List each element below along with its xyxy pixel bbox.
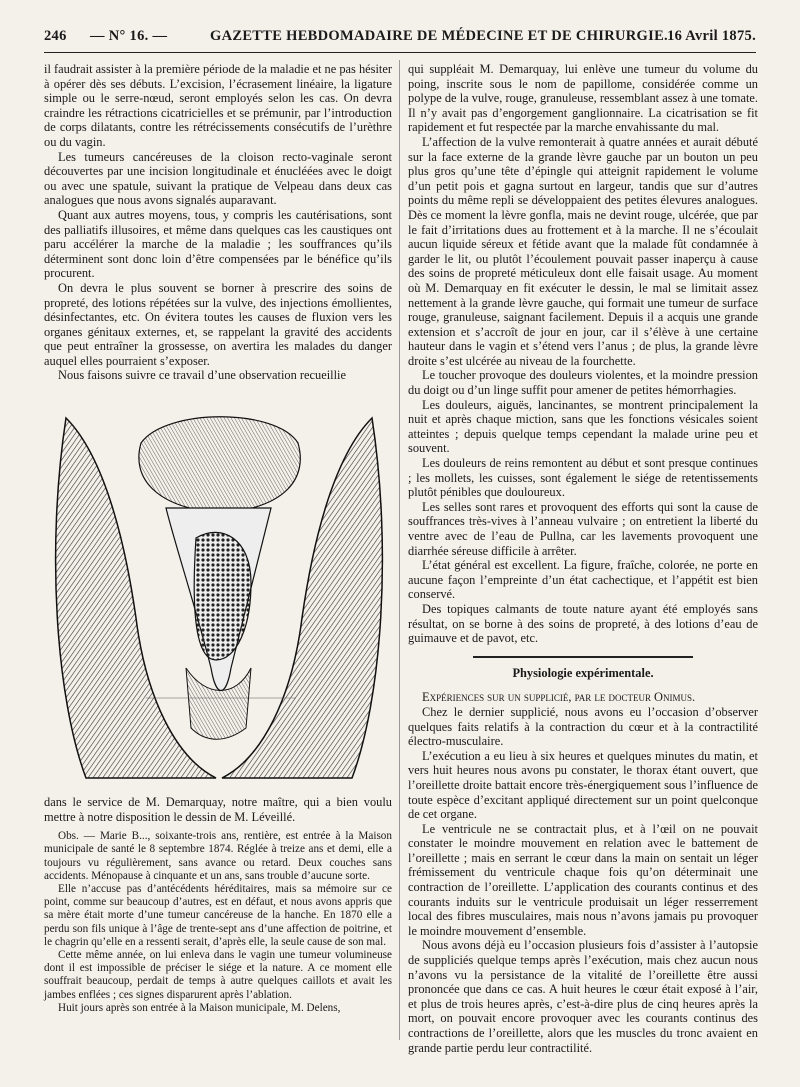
anatomical-engraving (46, 398, 392, 790)
left-column-lower (44, 795, 392, 1015)
observation-paragraph: Elle n’accuse pas d’antécédents héréditaires, mais sa mémoire sur ce point, comme sur beaucoup d’autres, est en défaut, et nous avons appris que sa mère était morte d’une tumeur cancéreuse de la hanche. En 1870 elle a perdu son fils unique à l’âge de trente-sept ans d’une affection de poitrine, et le chagrin qu’elle en a ressenti serait, d’après elle, la seule cause de son mal. (44, 883, 392, 948)
observation-block (44, 830, 392, 1015)
column-rule (399, 60, 400, 1040)
paragraph: qui suppléait M. Demarquay, lui enlève une tumeur du volume du poing, inscrite sous le nom de papillome, considérée comme un polype de la vulve, rouge, granuleuse, ressemblant assez à une tomate. Il n’y avait pas d’engorgement ganglionnaire. La cicatrisation se fit rapidement et fut respectée par la marche envahissante du mal. (408, 62, 758, 135)
paragraph: L’état général est excellent. La figure, fraîche, colorée, ne porte en aucune façon l’empreinte d’un état cachectique, et l’appétit est bien conservé. (408, 558, 758, 602)
article-title: Expériences sur un supplicié, par le docteur Onimus. (422, 690, 696, 705)
observation-paragraph: Huit jours après son entrée à la Maison municipale, M. Delens, (58, 1001, 341, 1014)
paragraph: Nous faisons suivre ce travail d’une observation recueillie (58, 368, 346, 383)
section-title: Physiologie expérimentale. (512, 665, 654, 680)
paragraph: Le toucher provoque des douleurs violentes, et la moindre pression du doigt ou d’un linge suffit pour amener de petites hémorrhagies. (408, 368, 758, 398)
paragraph: Le ventricule ne se contractait plus, et à l’œil on ne pouvait constater le moindre mouvement en relation avec le battement de l’oreillette ; mais en serrant le cœur dans la main on sentait un léger frémissement du ventricule chaque fois qu’on déterminait une contraction de l’oreillette. L’application des courants continus et des courants induits sur le ventricule produisait un léger resserrement local des fibres musculaires, mais nous n’avons jamais pu provoquer le moindre mouvement d’ensemble. (408, 821, 758, 938)
issue-date: 16 Avril 1875. (667, 28, 756, 44)
paragraph: Les selles sont rares et provoquent des efforts qui sont la cause de souffrances très-vives à l’anneau vulvaire ; on entretient la liberté du ventre avec de l’eau de Pullna, car les lavements provoquent une diarrhée séreuse difficile à arrêter. (408, 499, 758, 558)
header-rule (44, 52, 756, 53)
observation-paragraph: Obs. — Marie B..., soixante-trois ans, rentière, est entrée à la Maison municipale de santé le 8 septembre 1874. Réglée à treize ans et demi, elle a toujours vu régulièrement, sans avance ou retard. Deux couches sans accidents. Ménopause à cinquante et un ans, sans trouble d’aucune sorte. (44, 830, 392, 882)
left-column (44, 62, 392, 383)
paragraph: Chez le dernier supplicié, nous avons eu l’occasion d’observer quelques faits relatifs à la contraction du cœur et à la contractilité électro-musculaire. (408, 704, 758, 749)
paragraph: Les tumeurs cancéreuses de la cloison recto-vaginale seront découvertes par une incision longitudinale et énucléées avec le doigt ou avec une spatule, suivant la pratique de Velpeau dans deux cas analogues que nous avons signalés auparavant. (44, 149, 392, 208)
paragraph: L’affection de la vulve remonterait à quatre années et aurait débuté sur la face externe de la grande lèvre gauche par un bouton un peu plus gros qu’une tête d’épingle qui atteignit rapidement le volume d’un petit pois et gagna surtout en largeur, tandis que sur d’autres points du même repli se développaient des petites élevures analogues. Dès ce moment la lèvre gonfla, mais ne devint rouge, ulcérée, que par le fait d’irritations dues au frottement et à la marche. Il ne s’écoulait aucun liquide séreux et fétide avant que la malade fût condamnée à garder le lit, ou plutôt l’écoulement pouvait passer inaperçu à cause des soins de propreté méticuleux dont elle faisait usage. Au moment où M. Demarquay en fit exécuter le dessin, le mal se limitait assez nettement à la grande lèvre gauche, qui formait une tumeur de surface rouge, granuleuse, saignant facilement. Depuis il a acquis une grande extension et s’accroît de jour en jour, car il s’élève à une certaine hauteur dans le vagin et s’étend vers l’anus ; de plus, la grande lèvre droite s’est ulcérée au niveau de la fourchette. (408, 134, 758, 368)
right-column (408, 62, 758, 1055)
section-divider (473, 656, 693, 658)
paragraph: L’exécution a eu lieu à six heures et quelques minutes du matin, et vers huit heures nous avons pu constater, le thorax étant ouvert, que l’oreillette droite battait encore très-énergiquement sous l’influence de toute espèce d’excitant appliqué directement sur un point quelconque de cet organe. (408, 748, 758, 822)
paragraph: Les douleurs de reins remontent au début et sont presque continues ; les mollets, les cuisses, sont également le siége de retentissements plutôt pénibles que douloureux. (408, 456, 758, 500)
page-number: 246 (44, 28, 67, 44)
paragraph: Quant aux autres moyens, tous, y compris les cautérisations, sont des palliatifs illusoires, et même dans quelques cas les caustiques ont paru accélérer la marche de la maladie ; les souffrances qu’ils déterminent sont donc loin d’être compensées par le bénéfice qu’ils procurent. (44, 207, 392, 281)
journal-title: GAZETTE HEBDOMADAIRE DE MÉDECINE ET DE CHIRURGIE. (210, 28, 668, 44)
paragraph: Nous avons déjà eu l’occasion plusieurs fois d’assister à l’autopsie de suppliciés quelque temps après l’exécution, mais chez aucun nous n’avons vu la persistance de la vitalité de l’oreillette être aussi prononcée que dans ce cas. A huit heures le cœur était exposé à l’air, et plus de trois heures après, c’est-à-dire plus de cinq heures après la mort, on pouvait encore provoquer avec les courants continus des contractions de l’oreillette, alors que les muscles du tronc avaient en grande partie perdu leur contractilité. (408, 938, 758, 1055)
paragraph: il faudrait assister à la première période de la maladie et ne pas hésiter à opérer dès ses débuts. L’excision, l’écrasement linéaire, la ligature simple ou le serre-nœud, seront employés selon les cas. On devra craindre les rétractions cicatricielles et se prémunir, par l’introduction de corps dilatants, contre les rétrécissements consécutifs de l’urèthre ou du vagin. (44, 62, 392, 149)
running-header (44, 28, 756, 50)
paragraph: On devra le plus souvent se borner à prescrire des soins de propreté, des lotions répétées sur la vulve, des injections émollientes, désinfectantes, etc. On évitera toutes les causes de fluxion vers les organes génitaux externes, et, se rappelant la gravité des accidents que peut entraîner la grossesse, on avertira les malades du danger auquel elles pourraient s’exposer. (44, 280, 392, 368)
issue-number: — N° 16. — (90, 28, 168, 44)
paragraph: Les douleurs, aiguës, lancinantes, se montrent principalement la nuit et après chaque miction, sans que les fonctions vésicales soient atteintes ; depuis quelque temps cependant la malade urine peu et souvent. (408, 397, 758, 456)
paragraph: dans le service de M. Demarquay, notre maître, qui a bien voulu mettre à notre disposition le dessin de M. Léveillé. (44, 795, 392, 824)
observation-paragraph: Cette même année, on lui enleva dans le vagin une tumeur volumineuse dont il est impossible de préciser le siége et la nature. A ce moment elle souffrait beaucoup, perdait de temps à autre quelques caillots et avait les jambes enflées ; ces signes disparurent après l’ablation. (44, 949, 392, 1001)
paragraph: Des topiques calmants de toute nature ayant été employés sans résultat, on se borne à des soins de propreté, à des lotions d’eau de guimauve et de pavot, etc. (408, 601, 758, 646)
